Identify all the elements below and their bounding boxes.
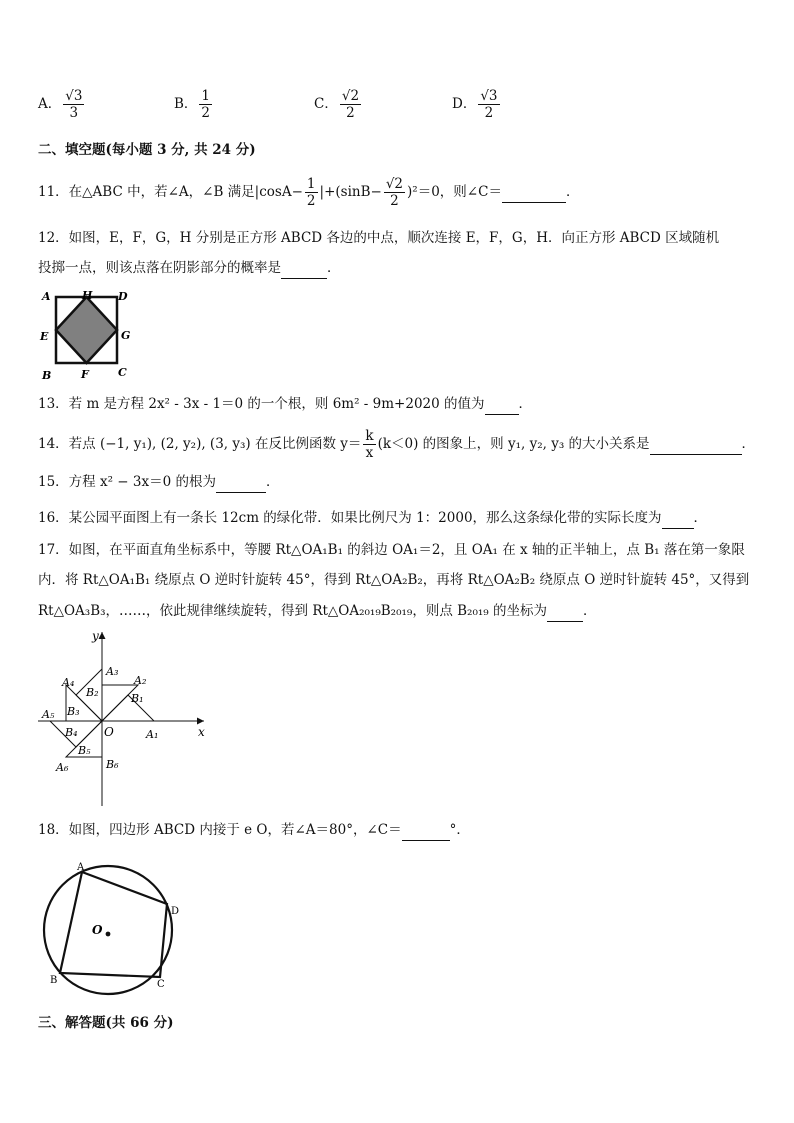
- question-14: 14．若点 (−1, y₁), (2, y₂), (3, y₃) 在反比例函数 y＝ $\frac{k}{x}$ (k＜0) 的图象上，则 y₁, y₂, y₃ 的大小关系是 ．: [38, 428, 756, 461]
- label-a6: A₆: [56, 761, 69, 774]
- question-18: 18．如图，四边形 ABCD 内接于 e O，若∠A＝80°，∠C＝ °．: [38, 820, 764, 841]
- q13-answer-blank[interactable]: [485, 394, 519, 415]
- center-dot: [106, 932, 111, 937]
- label-y: y: [92, 629, 99, 643]
- option-b[interactable]: B． $\frac{1}{2}$: [174, 88, 211, 121]
- label-e: E: [40, 330, 49, 343]
- option-c-denominator: 2: [346, 105, 355, 121]
- option-d[interactable]: D． $\frac{√3}{2}$: [452, 88, 498, 121]
- label-d: D: [171, 906, 180, 917]
- label-a: A: [42, 290, 51, 303]
- question-12-line-2: 投掷一点，则该点落在阴影部分的概率是 ．: [38, 258, 764, 279]
- option-c-numerator: √2: [341, 88, 360, 104]
- question-16: 16．某公园平面图上有一条长 12cm 的绿化带．如果比例尺为 1：2000，那么这条绿化带的实际长度为 ．: [38, 508, 764, 529]
- y-axis-arrow: [99, 632, 106, 639]
- label-a: A: [77, 862, 85, 873]
- option-a-numerator: √3: [65, 88, 83, 104]
- triangle-oa1b1: [102, 695, 154, 721]
- question-17-line-1: 17．如图，在平面直角坐标系中，等腰 Rt△OA₁B₁ 的斜边 OA₁＝2，且 OA₁ 在 x 轴的正半轴上，点 B₁ 落在第一象限: [38, 542, 745, 558]
- q15-answer-blank[interactable]: [216, 472, 266, 493]
- option-a-denominator: 3: [69, 105, 79, 121]
- q17-answer-blank[interactable]: [547, 601, 583, 622]
- option-c[interactable]: C． $\frac{√2}{2}$: [314, 88, 360, 121]
- q18-answer-blank[interactable]: [402, 820, 450, 841]
- q14-answer-blank[interactable]: [650, 434, 742, 455]
- option-b-numerator: 1: [201, 88, 211, 104]
- question-13: 13．若 m 是方程 2x² - 3x - 1＝0 的一个根，则 6m² - 9m+2020 的值为 ．: [38, 394, 764, 415]
- section-3-heading: 三、解答题(共 66 分): [38, 1015, 174, 1031]
- figure-17-coordinate-plane: [36, 626, 216, 808]
- label-o: O: [104, 725, 114, 739]
- q12-answer-blank[interactable]: [281, 258, 327, 279]
- label-b4: B₄: [65, 726, 78, 739]
- q16-answer-blank[interactable]: [662, 508, 694, 529]
- label-x: x: [198, 725, 205, 739]
- label-b5: B₅: [78, 744, 91, 757]
- label-b1: B₁: [131, 692, 144, 705]
- figure-18-circle: [36, 856, 188, 1006]
- figure-12-square: [36, 288, 146, 384]
- label-b6: B₆: [106, 758, 119, 771]
- question-17-line-2: 内．将 Rt△OA₁B₁ 绕原点 O 逆时针旋转 45°，得到 Rt△OA₂B₂，再将 Rt△OA₂B₂ 绕原点 O 逆时针旋转 45°，又得到: [38, 572, 750, 588]
- option-d-numerator: √3: [480, 88, 498, 104]
- quadrilateral-abcd: [60, 872, 167, 977]
- label-o: O: [92, 923, 103, 937]
- label-h: H: [82, 289, 93, 302]
- label-a3: A₃: [106, 665, 119, 678]
- label-b: B: [50, 975, 58, 986]
- label-b2: B₂: [86, 686, 99, 699]
- label-a5: A₅: [42, 708, 55, 721]
- option-b-denominator: 2: [201, 105, 211, 121]
- q11-answer-blank[interactable]: [502, 182, 566, 203]
- label-a2: A₂: [134, 674, 147, 687]
- question-15: 15．方程 x² − 3x＝0 的根为 ．: [38, 472, 764, 493]
- question-17-line-3: Rt△OA₃B₃，……，依此规律继续旋转，得到 Rt△OA₂₀₁₉B₂₀₁₉，则点 B₂₀₁₉ 的坐标为 ．: [38, 601, 764, 622]
- label-a4: A₄: [62, 676, 75, 689]
- label-b: B: [42, 369, 52, 382]
- question-12-line-1: 12．如图，E，F，G，H 分别是正方形 ABCD 各边的中点，顺次连接 E，F，G，H．向正方形 ABCD 区域随机: [38, 230, 720, 246]
- label-a1: A₁: [146, 728, 159, 741]
- option-a[interactable]: A． $\frac{√3}{3}$: [38, 88, 83, 121]
- x-axis-arrow: [197, 718, 204, 725]
- question-11: 11．在△ABC 中，若∠A，∠B 满足|cosA− $\frac{1}{2}$ |+(sinB− $\frac{√2}{2}$ )²＝0，则∠C＝ ．: [38, 176, 580, 209]
- option-d-denominator: 2: [484, 105, 494, 121]
- label-c: C: [118, 366, 127, 379]
- label-g: G: [121, 329, 131, 342]
- shaded-square-efgh: [56, 297, 117, 363]
- label-b3: B₃: [67, 705, 80, 718]
- section-2-heading: 二、填空题(每小题 3 分, 共 24 分): [38, 142, 256, 158]
- label-d: D: [118, 290, 128, 303]
- label-c: C: [157, 979, 165, 990]
- label-f: F: [81, 368, 89, 381]
